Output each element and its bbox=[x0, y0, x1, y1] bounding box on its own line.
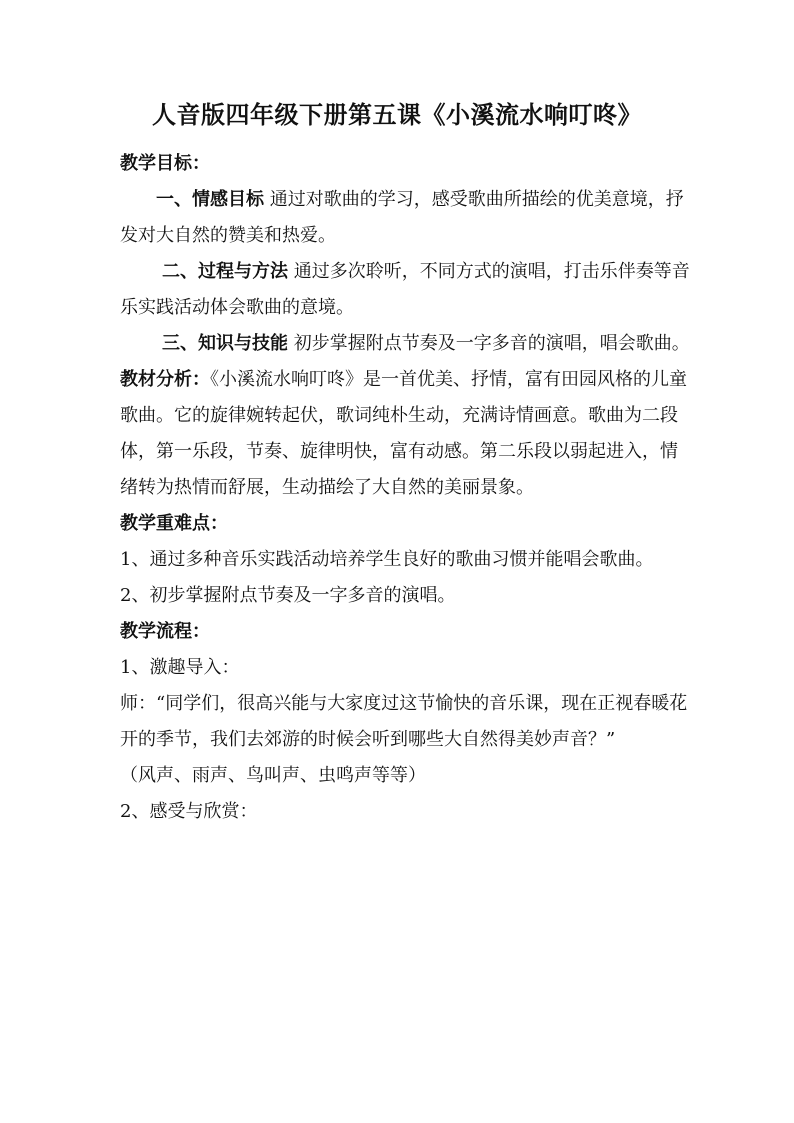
teacher-speech: 师：“同学们，很高兴能与大家度过这节愉快的音乐课，现在正视春暖花开的季节，我们去郊游的时候会听到哪些大自然得美妙声音？” bbox=[120, 693, 688, 750]
process-heading: 教学流程： bbox=[120, 621, 210, 642]
goal-item-knowledge bbox=[120, 326, 690, 362]
key-points-heading: 教学重难点： bbox=[120, 513, 228, 534]
analysis-paragraph bbox=[120, 362, 690, 506]
goal-text: 初步掌握附点节奏及一字多音的演唱，唱会歌曲。 bbox=[288, 333, 690, 354]
goal-label: 二、过程与方法 bbox=[162, 261, 288, 282]
goal-label: 三、知识与技能 bbox=[162, 333, 288, 354]
process-step-intro: 1、激趣导入： bbox=[120, 657, 240, 678]
goal-item-process bbox=[120, 254, 690, 326]
key-point-item: 1、通过多种音乐实践活动培养学生良好的歌曲习惯并能唱会歌曲。 bbox=[120, 549, 654, 570]
student-answer: （风声、雨声、鸟叫声、虫鸣声等等） bbox=[120, 765, 426, 786]
document-body bbox=[120, 146, 690, 830]
goal-text: 通过多次聆听，不同方式的演唱，打击乐伴奏等音乐实践活动体会歌曲的意境。 bbox=[120, 261, 690, 318]
key-point-item: 2、初步掌握附点节奏及一字多音的演唱。 bbox=[120, 585, 456, 606]
process-step-listen: 2、感受与欣赏： bbox=[120, 801, 258, 822]
goal-item-emotion bbox=[120, 182, 690, 254]
goals-heading: 教学目标： bbox=[120, 153, 210, 174]
goal-text: 通过对歌曲的学习，感受歌曲所描绘的优美意境，抒发对大自然的赞美和热爱。 bbox=[120, 189, 684, 246]
goal-label: 一、情感目标 bbox=[156, 189, 264, 210]
document-title: 人音版四年级下册第五课《小溪流水响叮咚》 bbox=[152, 100, 642, 129]
analysis-text: 《小溪流水响叮咚》是一首优美、抒情，富有田园风格的儿童歌曲。它的旋律婉转起伏，歌词纯朴生动，充满诗情画意。歌曲为二段体，第一乐段，节奏、旋律明快，富有动感。第二乐段以弱起进入，情绪转为热情而舒展，生动描绘了大自然的美丽景象。 bbox=[120, 369, 687, 498]
analysis-label: 教材分析： bbox=[120, 369, 210, 390]
